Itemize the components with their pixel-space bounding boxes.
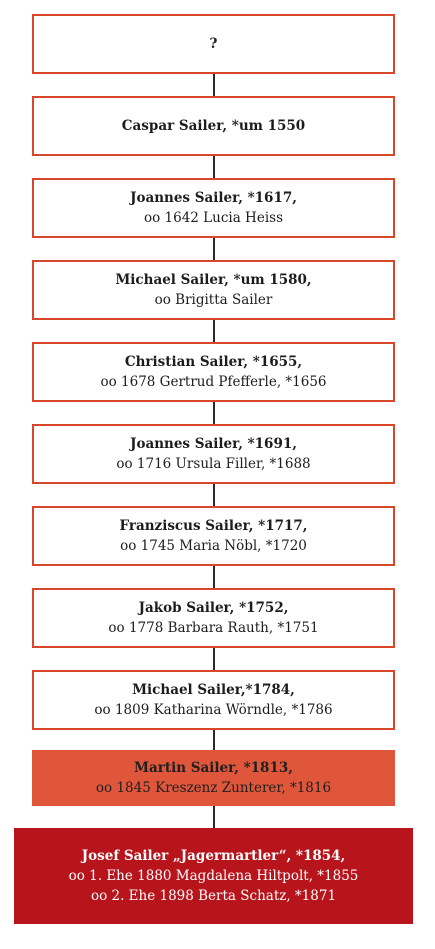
spouse-line: oo 1745 Maria Nöbl, *1720 bbox=[120, 538, 307, 554]
person-name: Christian Sailer, *1655, bbox=[124, 354, 303, 370]
connector-line bbox=[213, 648, 215, 670]
person-name: Caspar Sailer, *um 1550 bbox=[121, 118, 306, 134]
spouse-line: oo Brigitta Sailer bbox=[154, 292, 273, 308]
generation-box-jakob bbox=[32, 588, 395, 648]
spouse-line-second: oo 2. Ehe 1898 Berta Schatz, *1871 bbox=[90, 888, 337, 904]
spouse-line: oo 1809 Katharina Wörndle, *1786 bbox=[94, 702, 333, 718]
generation-box-franziscus bbox=[32, 506, 395, 566]
person-name: Franziscus Sailer, *1717, bbox=[119, 518, 308, 534]
generation-box-christian bbox=[32, 342, 395, 402]
connector-line bbox=[213, 320, 215, 342]
connector-line bbox=[213, 566, 215, 588]
spouse-line: oo 1. Ehe 1880 Magdalena Hiltpolt, *1855 bbox=[68, 868, 359, 884]
spouse-line: oo 1716 Ursula Filler, *1688 bbox=[116, 456, 311, 472]
connector-line bbox=[213, 730, 215, 750]
connector-line bbox=[213, 806, 215, 828]
spouse-line: oo 1678 Gertrud Pfefferle, *1656 bbox=[100, 374, 327, 390]
generation-box-josef bbox=[14, 828, 413, 924]
person-name: Josef Sailer „Jagermartler“, *1854, bbox=[81, 848, 346, 864]
person-name: Martin Sailer, *1813, bbox=[134, 760, 293, 776]
spouse-line: oo 1778 Barbara Rauth, *1751 bbox=[108, 620, 319, 636]
person-name: Michael Sailer,*1784, bbox=[132, 682, 295, 698]
person-name: Joannes Sailer, *1691, bbox=[130, 436, 297, 452]
spouse-line: oo 1642 Lucia Heiss bbox=[143, 210, 283, 226]
generation-box-unknown bbox=[32, 14, 395, 74]
person-name: Michael Sailer, *um 1580, bbox=[115, 272, 312, 288]
person-name: Joannes Sailer, *1617, bbox=[130, 190, 297, 206]
generation-box-joannes-1617 bbox=[32, 178, 395, 238]
spouse-line: oo 1845 Kreszenz Zunterer, *1816 bbox=[95, 780, 332, 796]
person-name: ? bbox=[209, 36, 218, 52]
generation-box-martin bbox=[32, 750, 395, 806]
connector-line bbox=[213, 156, 215, 178]
generation-box-michael-1580 bbox=[32, 260, 395, 320]
connector-line bbox=[213, 484, 215, 506]
person-name: Jakob Sailer, *1752, bbox=[138, 600, 289, 616]
connector-line bbox=[213, 238, 215, 260]
connector-line bbox=[213, 402, 215, 424]
generation-box-michael-1784 bbox=[32, 670, 395, 730]
connector-line bbox=[213, 74, 215, 96]
generation-box-joannes-1691 bbox=[32, 424, 395, 484]
generation-box-caspar bbox=[32, 96, 395, 156]
